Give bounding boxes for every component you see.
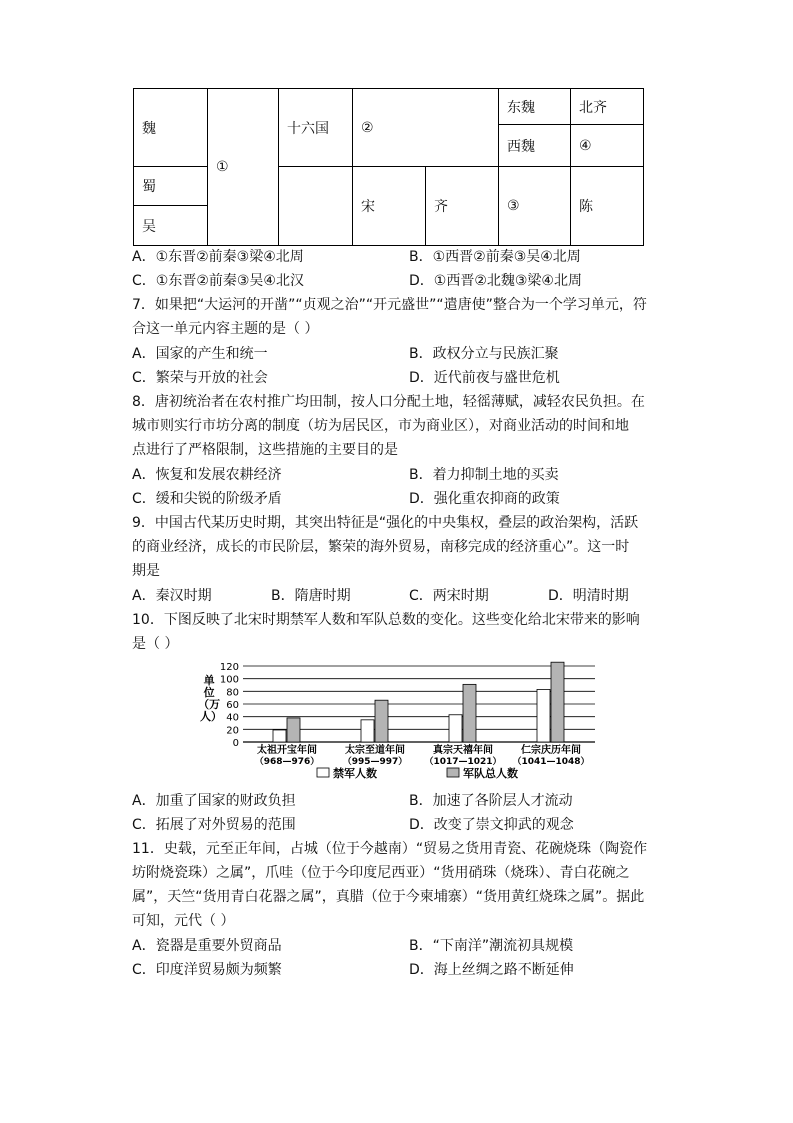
cell-blank-2: ②	[353, 89, 499, 167]
x-category-years: （1041—1048）	[512, 757, 590, 767]
q11-option-c: C．印度洋贸易颇为频繁	[132, 962, 282, 978]
q6-option-d: D．①西晋②北魏③梁④北周	[409, 273, 582, 289]
y-unit-char-3: （万	[198, 698, 221, 711]
q7-option-b: B．政权分立与民族汇聚	[409, 346, 559, 362]
cell-beiqi: 北齐	[571, 89, 644, 125]
q11-stem-line-4: 可知，元代（ ）	[132, 913, 235, 929]
q10-option-c: C．拓展了对外贸易的范围	[132, 817, 296, 833]
q7-stem-line-2: 合这一单元内容主题的是（ ）	[132, 321, 319, 337]
cell-chen: 陈	[571, 167, 644, 246]
q9-option-b: B．隋唐时期	[271, 588, 351, 604]
q9-stem-line-1: 9．中国古代某历史时期，其突出特征是“强化的中央集权，叠层的政治架构，活跃	[132, 515, 639, 531]
chart-legend	[317, 766, 518, 780]
cell-xiwei: 西魏	[499, 125, 571, 167]
cell-blank-1: ①	[208, 89, 279, 246]
q6-option-c: C．①东晋②前秦③吴④北汉	[132, 273, 304, 289]
army-bar-chart	[195, 656, 605, 782]
bar-jinjun	[361, 720, 374, 742]
q6-option-a: A．①东晋②前秦③梁④北周	[132, 249, 304, 265]
x-category-label: 太宗至道年间	[345, 745, 405, 756]
cell-wu: 吴	[134, 206, 208, 246]
y-tick-label: 20	[226, 725, 239, 737]
cell-shu: 蜀	[134, 167, 208, 206]
q10-stem-line-2: 是（ ）	[132, 636, 179, 652]
q11-stem-line-2: 坊附烧瓷珠）之属”，爪哇（位于今印度尼西亚）“货用硝珠（烧珠）、青白花碗之	[132, 865, 630, 881]
q10-option-b: B．加速了各阶层人才流动	[409, 793, 573, 809]
x-category-label: 真宗天禧年间	[433, 745, 493, 756]
bar-total	[375, 700, 388, 742]
q8-option-a: A．恢复和发展农耕经济	[132, 467, 282, 483]
q9-stem-line-3: 期是	[132, 563, 160, 579]
q7-option-c: C．繁荣与开放的社会	[132, 370, 268, 386]
q7-stem-line-1: 7．如果把“大运河的开凿”“贞观之治”“开元盛世”“遣唐使”整合为一个学习单元，符	[132, 297, 647, 313]
q9-stem-line-2: 的商业经济，成长的市民阶层，繁荣的海外贸易，南移完成的经济重心”。这一时	[132, 539, 630, 555]
bar-jinjun	[273, 730, 286, 742]
legend-swatch	[447, 768, 459, 777]
x-category-label: 仁宗庆历年间	[521, 745, 581, 756]
q9-option-d: D．明清时期	[548, 588, 629, 604]
q11-stem-line-3: 属”，天竺“货用青白花器之属”，真腊（位于今柬埔寨）“货用黄红烧珠之属”。据此	[132, 889, 645, 905]
q11-option-d: D．海上丝绸之路不断延伸	[409, 962, 574, 978]
y-tick-label: 40	[226, 712, 239, 724]
q11-option-b: B．“下南洋”潮流初具规模	[409, 938, 574, 954]
legend-label: 军队总人数	[463, 767, 518, 780]
chart-bars	[273, 662, 564, 742]
x-category-years: （995—997）	[342, 757, 408, 767]
q6-option-b: B．①西晋②前秦③吴④北周	[409, 249, 581, 265]
q8-option-c: C．缓和尖锐的阶级矛盾	[132, 491, 282, 507]
q8-stem-line-1: 8．唐初统治者在农村推广均田制，按人口分配土地，轻徭薄赋，减轻农民负担。在	[132, 394, 645, 410]
y-unit-char-4: 人）	[200, 710, 222, 723]
y-tick-label: 100	[219, 674, 239, 686]
cell-song: 宋	[353, 167, 426, 246]
q7-option-d: D．近代前夜与盛世危机	[409, 370, 560, 386]
bar-total	[287, 718, 300, 742]
cell-qi: 齐	[426, 167, 499, 246]
legend-label: 禁军人数	[333, 767, 377, 780]
bar-total	[551, 662, 564, 742]
q11-option-a: A．瓷器是重要外贸商品	[132, 938, 282, 954]
x-category-label: 太祖开宝年间	[257, 745, 317, 756]
y-tick-label: 60	[226, 700, 239, 711]
q7-option-a: A．国家的产生和统一	[132, 346, 268, 362]
q10-option-d: D．改变了崇文抑武的观念	[409, 817, 574, 833]
q9-option-c: C．两宋时期	[409, 588, 489, 604]
x-category-years: （1017—1021）	[424, 757, 502, 767]
bar-total	[463, 684, 476, 742]
q8-option-d: D．强化重农抑商的政策	[409, 491, 560, 507]
cell-empty	[279, 167, 353, 246]
legend-swatch	[317, 768, 329, 777]
y-unit-char-1: 单	[203, 674, 215, 687]
x-category-years: （968—976）	[254, 757, 320, 767]
chart-x-categories	[255, 743, 590, 767]
cell-blank-3: ③	[499, 167, 571, 246]
cell-dongwei: 东魏	[499, 89, 571, 125]
bar-jinjun	[449, 715, 462, 742]
q11-stem-line-1: 11．史载，元至正年间，占城（位于今越南）“贸易之货用青瓷、花碗烧珠（陶瓷作	[132, 841, 648, 857]
y-tick-label: 0	[232, 738, 239, 749]
q8-stem-line-3: 点进行了严格限制，这些措施的主要目的是	[132, 442, 398, 458]
y-tick-label: 120	[219, 662, 239, 673]
q10-stem-line-1: 10．下图反映了北宋时期禁军人数和军队总数的变化。这些变化给北宋带来的影响	[132, 612, 640, 628]
y-unit-char-2: 位	[203, 686, 215, 699]
q9-option-a: A．秦汉时期	[132, 588, 212, 604]
y-tick-label: 80	[226, 687, 239, 699]
q8-stem-line-2: 城市则实行市坊分离的制度（坊为居民区，市为商业区），对商业活动的时间和地	[132, 418, 629, 434]
cell-blank-4: ④	[571, 125, 644, 167]
q10-option-a: A．加重了国家的财政负担	[132, 793, 296, 809]
cell-wei: 魏	[134, 89, 208, 167]
cell-shiliuguo: 十六国	[279, 89, 353, 167]
bar-jinjun	[537, 689, 550, 742]
q8-option-b: B．着力抑制土地的买卖	[409, 467, 559, 483]
dynasty-table	[133, 88, 644, 246]
